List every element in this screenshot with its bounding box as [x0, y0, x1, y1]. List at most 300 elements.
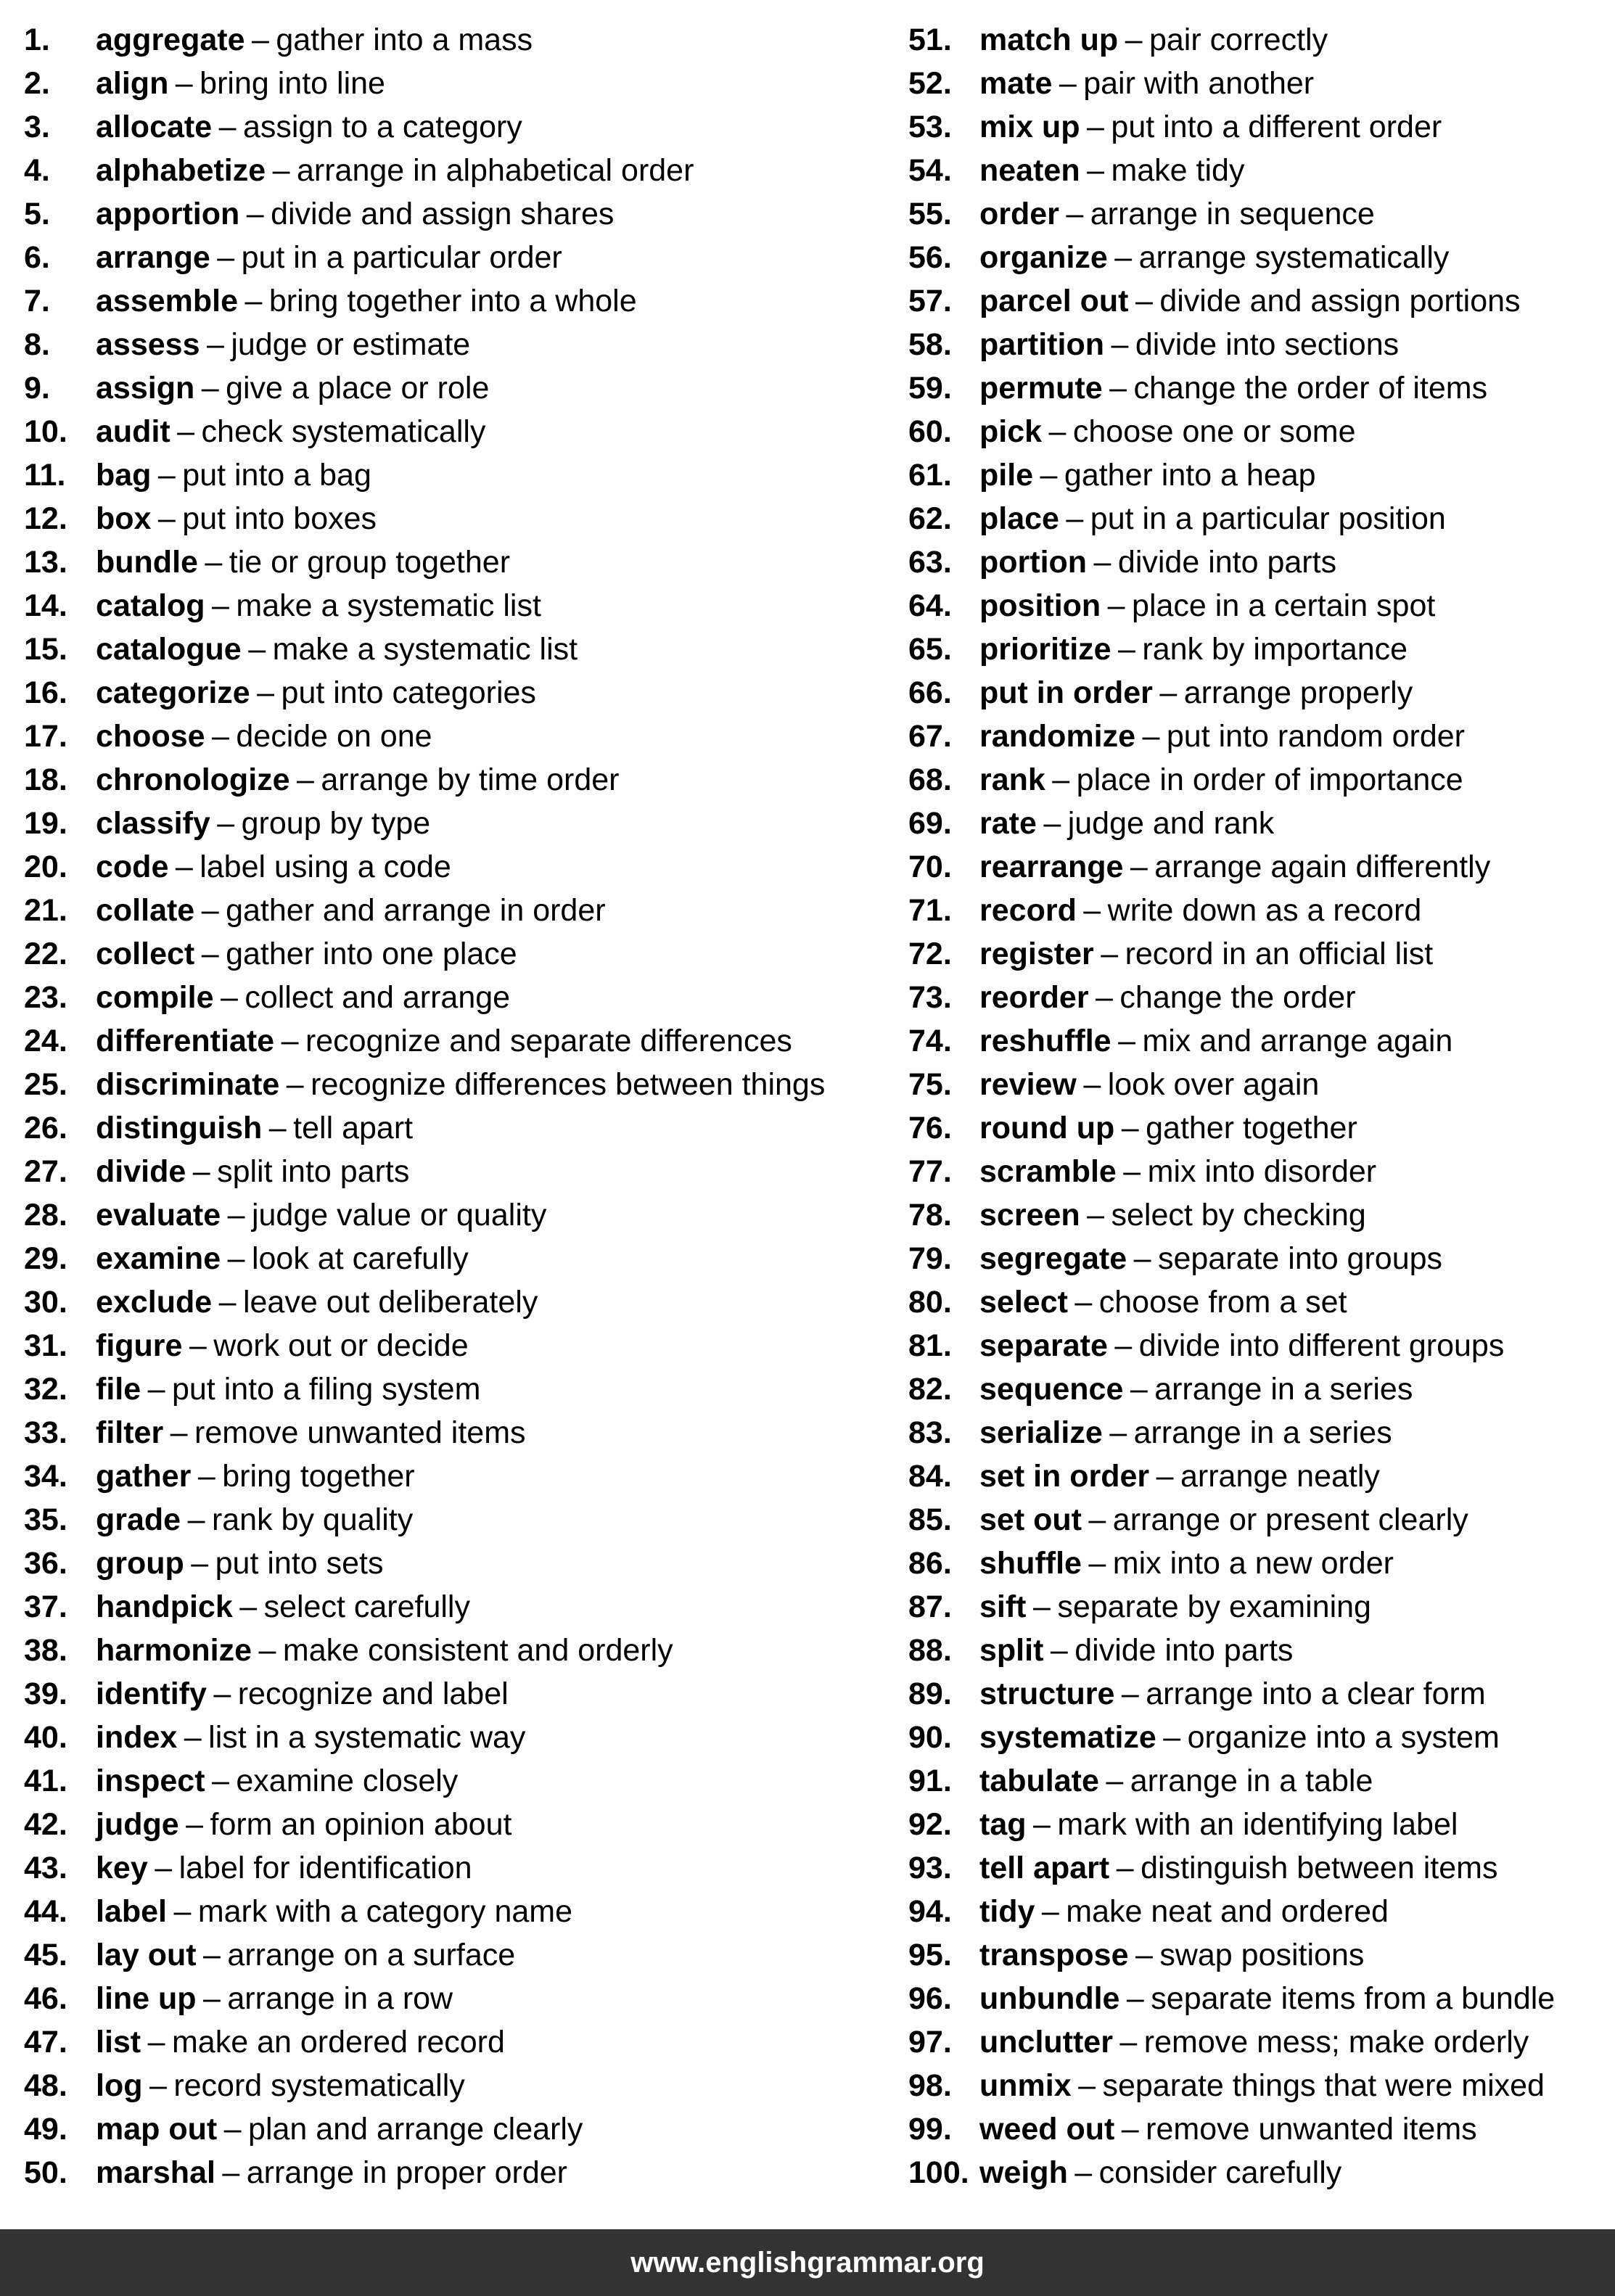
item-number: 98.	[908, 2068, 952, 2103]
item-separator: –	[217, 806, 235, 841]
item-number: 49.	[24, 2112, 67, 2147]
item-separator: –	[1087, 1198, 1105, 1233]
item-term: sequence	[979, 1372, 1124, 1407]
item-term: screen	[979, 1198, 1080, 1233]
item-term: key	[96, 1851, 148, 1885]
item-term: collate	[96, 893, 195, 928]
item-separator: –	[1163, 1720, 1181, 1755]
item-number: 66.	[908, 675, 952, 710]
item-term: tag	[979, 1807, 1027, 1842]
item-separator: –	[186, 1807, 204, 1842]
item-number: 47.	[24, 2025, 67, 2060]
item-number: 21.	[24, 893, 67, 928]
item-number: 72.	[908, 937, 952, 971]
item-term: label	[96, 1894, 167, 1929]
item-definition: write down as a record	[1107, 893, 1422, 928]
item-number: 44.	[24, 1894, 67, 1929]
item-number: 85.	[908, 1502, 952, 1537]
item-number: 1.	[24, 22, 50, 57]
item-separator: –	[212, 588, 229, 623]
item-separator: –	[1121, 1111, 1139, 1145]
item-definition: recognize and label	[237, 1676, 509, 1711]
item-definition: recognize differences between things	[311, 1067, 826, 1102]
item-term: map out	[96, 2112, 218, 2147]
item-term: categorize	[96, 675, 250, 710]
item-definition: distinguish between items	[1141, 1851, 1498, 1885]
item-definition: form an opinion about	[210, 1807, 512, 1842]
item-definition: label for identification	[178, 1851, 472, 1885]
item-definition: mark with an identifying label	[1057, 1807, 1458, 1842]
item-term: assess	[96, 327, 200, 362]
item-term: parcel out	[979, 284, 1129, 318]
item-number: 46.	[24, 1981, 67, 2016]
footer-bar	[0, 2229, 1615, 2296]
list-item	[24, 1367, 825, 1411]
item-term: identify	[96, 1676, 207, 1711]
list-item	[24, 802, 825, 845]
item-number: 29.	[24, 1241, 67, 1276]
list-item	[24, 497, 825, 540]
item-definition: record in an official list	[1125, 937, 1434, 971]
list-item	[908, 18, 1555, 62]
list-item	[24, 1237, 825, 1280]
item-term: allocate	[96, 110, 213, 144]
item-definition: recognize and separate differences	[305, 1024, 792, 1058]
item-number: 99.	[908, 2112, 952, 2147]
list-item	[908, 1498, 1555, 1542]
item-number: 42.	[24, 1807, 67, 1842]
item-term: prioritize	[979, 632, 1111, 667]
item-separator: –	[1087, 110, 1104, 144]
item-separator: –	[1107, 588, 1125, 623]
list-item	[24, 18, 825, 62]
list-item	[908, 1019, 1555, 1063]
item-number: 55.	[908, 197, 952, 231]
item-separator: –	[1032, 1807, 1051, 1842]
item-definition: change the order	[1119, 980, 1356, 1015]
list-item	[24, 1411, 825, 1454]
item-definition: place in a certain spot	[1132, 588, 1436, 623]
item-term: put in order	[979, 675, 1153, 710]
item-term: review	[979, 1067, 1077, 1102]
item-number: 52.	[908, 66, 952, 101]
list-item	[24, 845, 825, 889]
list-item	[24, 1890, 825, 1933]
item-number: 27.	[24, 1154, 67, 1189]
item-definition: decide on one	[236, 719, 432, 754]
item-separator: –	[1040, 458, 1058, 493]
item-number: 67.	[908, 719, 952, 754]
item-term: file	[96, 1372, 141, 1407]
item-term: neaten	[979, 153, 1080, 188]
list-item	[908, 976, 1555, 1019]
item-definition: pair correctly	[1148, 22, 1328, 57]
item-separator: –	[1043, 806, 1061, 841]
list-item	[908, 1542, 1555, 1585]
list-item	[908, 1585, 1555, 1629]
item-term: unclutter	[979, 2025, 1113, 2060]
list-item	[24, 540, 825, 584]
item-separator: –	[1130, 849, 1148, 884]
item-definition: plan and arrange clearly	[248, 2112, 583, 2147]
item-separator: –	[227, 1198, 245, 1233]
item-separator: –	[1096, 980, 1113, 1015]
list-item	[908, 671, 1555, 715]
item-separator: –	[147, 2025, 165, 2060]
item-number: 28.	[24, 1198, 67, 1233]
item-separator: –	[246, 197, 264, 231]
item-term: harmonize	[96, 1633, 252, 1668]
item-definition: put into a bag	[182, 458, 371, 493]
item-number: 64.	[908, 588, 952, 623]
item-definition: bring together into a whole	[268, 284, 637, 318]
item-number: 19.	[24, 806, 67, 841]
item-separator: –	[1119, 2025, 1138, 2060]
list-item	[24, 323, 825, 366]
item-term: record	[979, 893, 1077, 928]
item-definition: swap positions	[1159, 1938, 1365, 1972]
list-item	[908, 584, 1555, 628]
item-definition: divide and assign shares	[271, 197, 615, 231]
item-term: weed out	[979, 2112, 1115, 2147]
item-term: line up	[96, 1981, 197, 2016]
item-separator: –	[1142, 719, 1160, 754]
item-number: 65.	[908, 632, 952, 667]
item-term: scramble	[979, 1154, 1117, 1189]
list-item	[24, 758, 825, 802]
item-separator: –	[1118, 1024, 1135, 1058]
item-definition: split into parts	[217, 1154, 410, 1189]
item-definition: arrange neatly	[1180, 1459, 1380, 1494]
item-number: 41.	[24, 1764, 67, 1798]
item-definition: arrange in sequence	[1090, 197, 1375, 231]
item-number: 96.	[908, 1981, 952, 2016]
item-definition: mix into a new order	[1112, 1546, 1394, 1581]
item-number: 69.	[908, 806, 952, 841]
item-term: permute	[979, 371, 1103, 406]
item-definition: rank by importance	[1142, 632, 1408, 667]
item-number: 14.	[24, 588, 67, 623]
item-definition: arrange properly	[1183, 675, 1413, 710]
item-separator: –	[1041, 1894, 1059, 1929]
item-number: 16.	[24, 675, 67, 710]
item-separator: –	[281, 1024, 299, 1058]
item-separator: –	[212, 1764, 229, 1798]
item-definition: assign to a category	[242, 110, 522, 144]
item-definition: organize into a system	[1187, 1720, 1500, 1755]
item-term: structure	[979, 1676, 1115, 1711]
item-separator: –	[244, 284, 263, 318]
list-item	[908, 1454, 1555, 1498]
item-term: rearrange	[979, 849, 1124, 884]
item-number: 48.	[24, 2068, 67, 2103]
list-item	[24, 1585, 825, 1629]
item-separator: –	[170, 1415, 188, 1450]
item-definition: remove unwanted items	[194, 1415, 526, 1450]
item-definition: check systematically	[201, 414, 486, 449]
item-separator: –	[1066, 197, 1084, 231]
list-item	[24, 236, 825, 279]
item-number: 89.	[908, 1676, 952, 1711]
item-term: arrange	[96, 240, 210, 275]
item-number: 26.	[24, 1111, 67, 1145]
item-separator: –	[1159, 675, 1178, 710]
item-number: 50.	[24, 2155, 67, 2190]
item-term: match up	[979, 22, 1119, 57]
list-item	[24, 1672, 825, 1716]
item-term: unmix	[979, 2068, 1072, 2103]
item-number: 79.	[908, 1241, 952, 1276]
item-term: weigh	[979, 2155, 1068, 2190]
item-separator: –	[1052, 762, 1070, 797]
item-separator: –	[248, 632, 266, 667]
item-definition: separate items from a bundle	[1151, 1981, 1556, 2016]
item-term: systematize	[979, 1720, 1156, 1755]
item-separator: –	[1109, 1415, 1127, 1450]
item-definition: gather into a heap	[1064, 458, 1316, 493]
list-item	[908, 1150, 1555, 1193]
list-item	[908, 1759, 1555, 1803]
item-term: transpose	[979, 1938, 1129, 1972]
list-item	[908, 105, 1555, 149]
item-number: 63.	[908, 545, 952, 580]
item-separator: –	[173, 1894, 192, 1929]
item-separator: –	[1109, 371, 1127, 406]
item-separator: –	[1130, 1372, 1148, 1407]
item-separator: –	[1106, 1764, 1124, 1798]
list-item	[24, 2064, 825, 2107]
item-term: partition	[979, 327, 1104, 362]
item-definition: arrange in a series	[1133, 1415, 1392, 1450]
list-item	[24, 149, 825, 192]
list-item	[24, 1193, 825, 1237]
item-separator: –	[201, 893, 219, 928]
item-separator: –	[217, 240, 235, 275]
item-separator: –	[1083, 1067, 1101, 1102]
item-number: 93.	[908, 1851, 952, 1885]
list-item	[24, 1803, 825, 1846]
item-definition: divide into parts	[1074, 1633, 1294, 1668]
item-term: reshuffle	[979, 1024, 1111, 1058]
item-separator: –	[1059, 66, 1077, 101]
item-definition: put into boxes	[182, 501, 377, 536]
item-definition: arrange by time order	[321, 762, 620, 797]
item-term: reorder	[979, 980, 1089, 1015]
list-item	[908, 1106, 1555, 1150]
item-term: catalogue	[96, 632, 242, 667]
item-term: round up	[979, 1111, 1115, 1145]
item-number: 61.	[908, 458, 952, 493]
item-definition: separate by examining	[1057, 1589, 1371, 1624]
item-separator: –	[1118, 632, 1135, 667]
item-number: 100.	[908, 2155, 969, 2190]
item-number: 20.	[24, 849, 67, 884]
list-item	[908, 1193, 1555, 1237]
item-number: 73.	[908, 980, 952, 1015]
item-separator: –	[191, 1546, 209, 1581]
item-term: position	[979, 588, 1101, 623]
item-term: set out	[979, 1502, 1082, 1537]
item-definition: bring into line	[200, 66, 385, 101]
item-number: 43.	[24, 1851, 67, 1885]
item-term: mix up	[979, 110, 1080, 144]
item-separator: –	[1083, 893, 1101, 928]
item-separator: –	[1156, 1459, 1174, 1494]
item-number: 7.	[24, 284, 50, 318]
list-item	[24, 1019, 825, 1063]
item-term: exclude	[96, 1285, 213, 1320]
item-separator: –	[251, 22, 269, 57]
item-term: divide	[96, 1154, 186, 1189]
item-definition: change the order of items	[1133, 371, 1488, 406]
list-item	[24, 105, 825, 149]
item-separator: –	[268, 1111, 287, 1145]
item-term: collect	[96, 937, 195, 971]
list-item	[24, 1933, 825, 1977]
item-term: evaluate	[96, 1198, 221, 1233]
list-item	[908, 1846, 1555, 1890]
item-term: group	[96, 1546, 184, 1581]
list-item	[908, 1280, 1555, 1324]
item-separator: –	[218, 110, 237, 144]
item-definition: label using a code	[200, 849, 451, 884]
item-term: handpick	[96, 1589, 233, 1624]
item-number: 71.	[908, 893, 952, 928]
item-number: 84.	[908, 1459, 952, 1494]
list-item	[908, 410, 1555, 453]
list-item	[908, 2064, 1555, 2107]
item-definition: divide into sections	[1135, 327, 1400, 362]
item-separator: –	[1087, 153, 1104, 188]
item-term: gather	[96, 1459, 192, 1494]
item-number: 58.	[908, 327, 952, 362]
item-separator: –	[1050, 1633, 1068, 1668]
item-term: aggregate	[96, 22, 245, 57]
item-definition: look over again	[1107, 1067, 1320, 1102]
list-item	[908, 2020, 1555, 2064]
item-term: log	[96, 2068, 143, 2103]
list-item	[908, 1324, 1555, 1367]
item-definition: rank by quality	[211, 1502, 414, 1537]
list-item	[24, 1716, 825, 1759]
list-item	[24, 1977, 825, 2020]
item-separator: –	[1101, 937, 1119, 971]
item-separator: –	[175, 849, 193, 884]
item-definition: list in a systematic way	[208, 1720, 526, 1755]
item-number: 76.	[908, 1111, 952, 1145]
item-term: index	[96, 1720, 178, 1755]
item-separator: –	[1078, 2068, 1096, 2103]
item-number: 22.	[24, 937, 67, 971]
item-number: 30.	[24, 1285, 67, 1320]
item-term: audit	[96, 414, 170, 449]
item-separator: –	[1088, 1546, 1106, 1581]
item-term: marshal	[96, 2155, 215, 2190]
item-definition: judge or estimate	[231, 327, 471, 362]
item-definition: separate into groups	[1158, 1241, 1443, 1276]
item-separator: –	[201, 371, 219, 406]
list-item	[24, 1150, 825, 1193]
item-definition: judge value or quality	[251, 1198, 547, 1233]
item-number: 5.	[24, 197, 50, 231]
item-term: tabulate	[979, 1764, 1099, 1798]
list-item	[24, 1324, 825, 1367]
item-term: differentiate	[96, 1024, 275, 1058]
list-item	[908, 758, 1555, 802]
item-separator: –	[155, 1851, 173, 1885]
item-separator: –	[1048, 414, 1067, 449]
item-definition: make an ordered record	[171, 2025, 505, 2060]
item-separator: –	[223, 2112, 242, 2147]
item-separator: –	[1121, 1676, 1139, 1711]
item-number: 39.	[24, 1676, 67, 1711]
list-item	[24, 2020, 825, 2064]
item-definition: remove mess; make orderly	[1143, 2025, 1529, 2060]
word-list-left-column	[24, 18, 825, 2194]
item-term: serialize	[979, 1415, 1103, 1450]
item-number: 10.	[24, 414, 67, 449]
item-term: segregate	[979, 1241, 1127, 1276]
item-number: 25.	[24, 1067, 67, 1102]
item-term: rank	[979, 762, 1045, 797]
item-number: 97.	[908, 2025, 952, 2060]
list-item	[24, 1063, 825, 1106]
item-term: list	[96, 2025, 141, 2060]
item-definition: tell apart	[293, 1111, 414, 1145]
item-separator: –	[149, 2068, 167, 2103]
list-item	[24, 976, 825, 1019]
list-item	[24, 1498, 825, 1542]
item-term: compile	[96, 980, 214, 1015]
item-term: pile	[979, 458, 1034, 493]
list-item	[908, 1803, 1555, 1846]
list-item	[908, 1977, 1555, 2020]
item-number: 87.	[908, 1589, 952, 1624]
item-definition: arrange systematically	[1138, 240, 1450, 275]
item-term: sift	[979, 1589, 1027, 1624]
item-term: alphabetize	[96, 153, 266, 188]
item-definition: put into sets	[215, 1546, 384, 1581]
item-separator: –	[239, 1589, 258, 1624]
item-separator: –	[1135, 284, 1153, 318]
item-separator: –	[157, 501, 176, 536]
item-number: 91.	[908, 1764, 952, 1798]
footer-website-link[interactable]: www.englishgrammar.org	[630, 2246, 985, 2279]
item-definition: separate things that were mixed	[1102, 2068, 1545, 2103]
item-separator: –	[218, 1285, 237, 1320]
list-item	[908, 802, 1555, 845]
item-definition: make neat and ordered	[1066, 1894, 1389, 1929]
item-definition: look at carefully	[251, 1241, 469, 1276]
list-item	[24, 410, 825, 453]
item-term: separate	[979, 1328, 1108, 1363]
item-definition: make tidy	[1111, 153, 1245, 188]
item-separator: –	[1088, 1502, 1106, 1537]
item-definition: judge and rank	[1067, 806, 1275, 841]
item-definition: record systematically	[173, 2068, 465, 2103]
item-number: 56.	[908, 240, 952, 275]
item-term: organize	[979, 240, 1108, 275]
item-separator: –	[192, 1154, 210, 1189]
item-number: 34.	[24, 1459, 67, 1494]
list-item	[908, 279, 1555, 323]
item-number: 82.	[908, 1372, 952, 1407]
item-number: 31.	[24, 1328, 67, 1363]
list-item	[908, 1411, 1555, 1454]
item-separator: –	[1114, 1328, 1133, 1363]
item-term: order	[979, 197, 1059, 231]
item-number: 54.	[908, 153, 952, 188]
